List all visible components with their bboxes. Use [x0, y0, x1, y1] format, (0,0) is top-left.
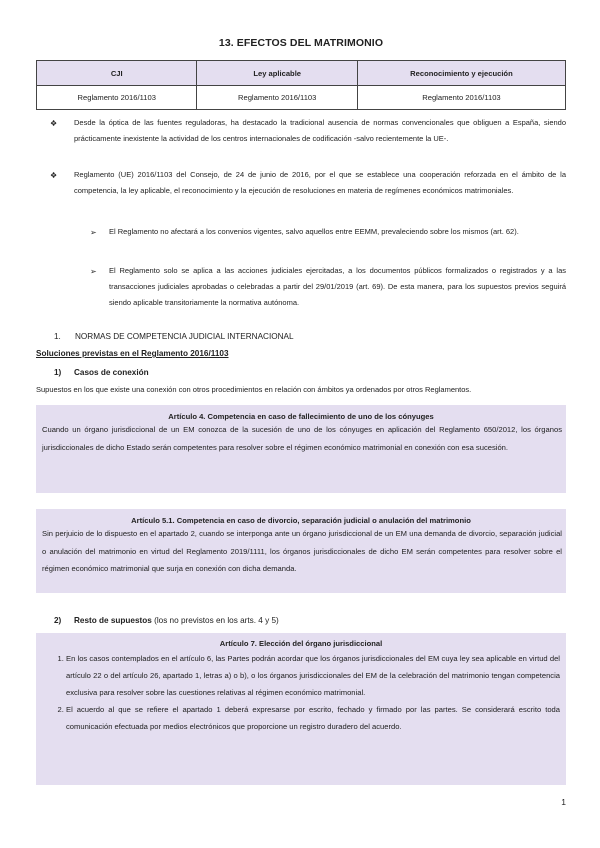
- article-body: Cuando un órgano jurisdiccional de un EM conozca de la sucesión de uno de los cónyuges en aplicación del Reglamento 650/2012, los órganos jurisdiccionales de dicho Estado serán competentes para resolver sobre el régimen económico matrimonial en conexión con esa sucesión.: [42, 425, 562, 452]
- case-number: 1): [54, 368, 62, 377]
- sub-bullet-paragraph: El Reglamento solo se aplica a las acciones judiciales ejercitadas, a los documentos públicos formalizados o registrados y a las transacciones judiciales aprobadas o celebradas a partir del 29/01/2019 (art. 69). De esta manera, para los supuestos previos seguirá siendo aplicable transitoriamente la normativa autónoma.: [109, 266, 566, 308]
- diamond-bullet-icon: ❖: [50, 119, 58, 128]
- case-heading-line: [74, 616, 279, 625]
- case-number: 2): [54, 616, 62, 625]
- article-7-box: [36, 633, 566, 785]
- article-body: Sin perjuicio de lo dispuesto en el apartado 2, cuando se interponga ante un órgano jurisdiccional de un EM una demanda de divorcio, separación judicial o anulación del matrimonio en virtud del Reglamento 2019/1111, los órganos jurisdiccionales de dicho EM serán competentes para resolver sobre el régimen económico matrimonial que surja en conexión con dicha demanda.: [42, 529, 562, 573]
- arrow-bullet-icon: ➢: [90, 267, 97, 276]
- list-item: 1. En los casos contemplados en el artículo 6, las Partes podrán acordar que los órganos jurisdiccionales del EM cuya ley sea aplicable en virtud del artículo 22 o del artículo 26, apartado 1, letras a) o b), o los órganos jurisdiccionales del EM de la celebración del matrimonio tengan competencia exclusiva para resolver sobre las cuestiones relativas al régimen económico matrimonial.: [66, 650, 566, 701]
- case-heading: Resto de supuestos: [74, 616, 152, 625]
- case-note: (los no previstos en los arts. 4 y 5): [154, 616, 279, 625]
- table-header-row: [37, 61, 566, 86]
- diamond-bullet-icon: ❖: [50, 171, 58, 180]
- case-heading: Casos de conexión: [74, 368, 149, 377]
- arrow-bullet-icon: ➢: [90, 228, 97, 237]
- table-header-cji: CJI: [37, 61, 197, 86]
- table-row: [37, 86, 566, 110]
- subsection-heading: Soluciones previstas en el Reglamento 2016/1103: [36, 349, 229, 358]
- table-header-ley: Ley aplicable: [197, 61, 357, 86]
- article-4-box: [36, 405, 566, 493]
- case-description: Supuestos en los que existe una conexión con otros procedimientos en relación con ámbitos ya ordenados por otros Reglamentos.: [36, 385, 472, 394]
- section-heading: NORMAS DE COMPETENCIA JUDICIAL INTERNACIONAL: [75, 332, 294, 341]
- list-item: 2. El acuerdo al que se refiere el apartado 1 deberá expresarse por escrito, fechado y firmado por las partes. Se considerará escrito toda comunicación efectuada por medios electrónicos que proporcione un registro duradero del acuerdo.: [66, 701, 566, 735]
- article-item-list: [36, 650, 566, 735]
- sub-bullet-paragraph: El Reglamento no afectará a los convenios vigentes, salvo aquellos entre EEMM, prevaleciendo sobre los mismos (art. 62).: [109, 227, 519, 236]
- article-5-1-box: [36, 509, 566, 593]
- page-number: 1: [561, 797, 566, 807]
- table-cell: Reglamento 2016/1103: [37, 86, 197, 110]
- section-number: 1.: [54, 332, 61, 341]
- article-title: Artículo 7. Elección del órgano jurisdiccional: [219, 639, 383, 648]
- article-title: Artículo 4. Competencia en caso de fallecimiento de uno de los cónyuges: [168, 412, 434, 421]
- bullet-paragraph: Reglamento (UE) 2016/1103 del Consejo, de 24 de junio de 2016, por el que se establece una cooperación reforzada en el ámbito de la competencia, la ley aplicable, el reconocimiento y la ejecución de resoluciones en materia de regímenes económicos matrimoniales.: [74, 170, 566, 196]
- bullet-paragraph: Desde la óptica de las fuentes reguladoras, ha destacado la tradicional ausencia de normas convencionales que obliguen a España, siendo prácticamente inexistente la actividad de los centros internacionales de codificación -salvo recientemente la UE-.: [74, 118, 566, 144]
- table-cell: Reglamento 2016/1103: [357, 86, 565, 110]
- table-cell: Reglamento 2016/1103: [197, 86, 357, 110]
- competence-table: [36, 60, 566, 110]
- page-title: 13. EFECTOS DEL MATRIMONIO: [218, 37, 384, 49]
- article-title: Artículo 5.1. Competencia en caso de divorcio, separación judicial o anulación del matrimonio: [131, 516, 471, 525]
- table-header-reconocimiento: Reconocimiento y ejecución: [357, 61, 565, 86]
